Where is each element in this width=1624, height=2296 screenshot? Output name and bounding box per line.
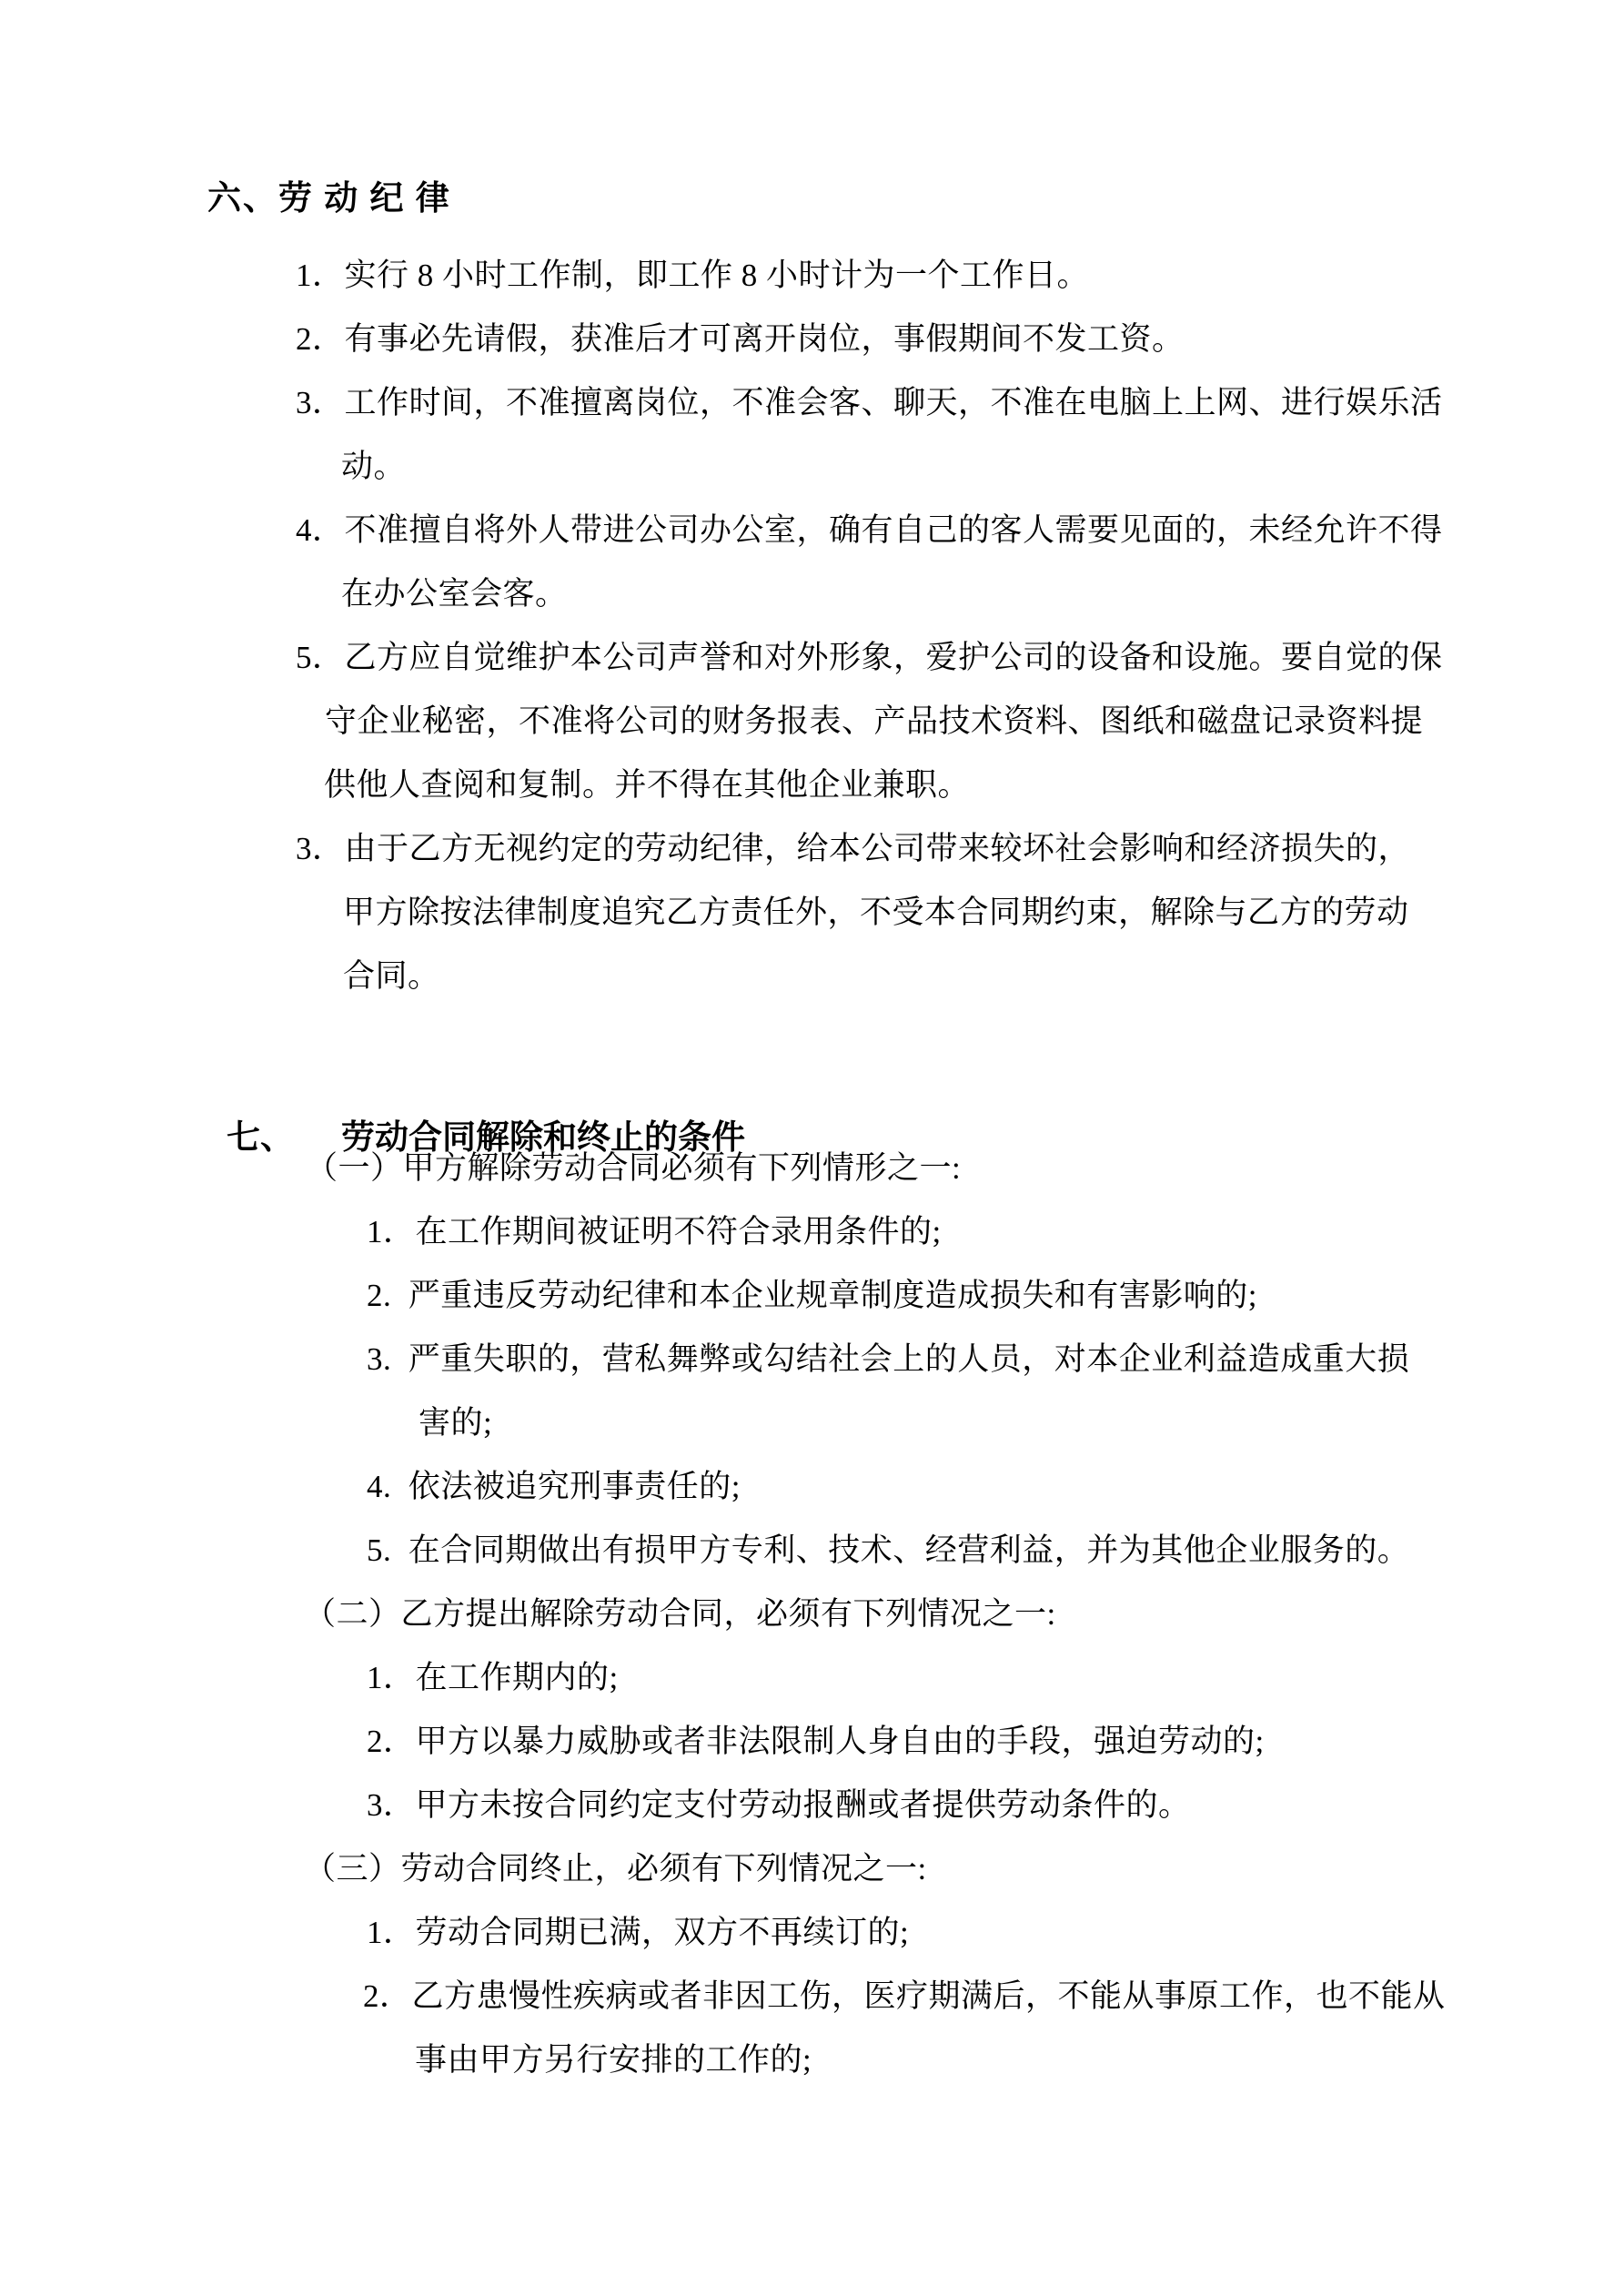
s7-sub1-item3-line2: 害的;: [419, 1405, 493, 1441]
s6-item5-line2: 守企业秘密，不准将公司的财务报表、产品技术资料、图纸和磁盘记录资料提: [325, 703, 1424, 739]
s6-item5-line3: 供他人查阅和复制。并不得在其他企业兼职。: [324, 767, 971, 803]
s7-sub3-item2-line1: 2．乙方患慢性疾病或者非因工伤，医疗期满后，不能从事原工作，也不能从: [363, 1978, 1446, 2014]
s7-sub2-item1-line1: 1．在工作期内的;: [367, 1660, 619, 1695]
s7-sub2-heading: （二）乙方提出解除劳动合同，必须有下列情况之一:: [304, 1596, 1056, 1632]
s7-sub1-item1-line1: 1．在工作期间被证明不符合录用条件的;: [367, 1214, 942, 1249]
s6-item4-line1: 4．不准擅自将外人带进公司办公室，确有自己的客人需要见面的，未经允许不得: [296, 512, 1443, 548]
section6-heading: 六、劳 动 纪 律: [207, 180, 451, 217]
s6-item3-line1: 3．工作时间，不准擅离岗位，不准会客、聊天，不准在电脑上上网、进行娱乐活: [296, 385, 1443, 420]
s6-item2-line1: 2．有事必先请假，获准后才可离开岗位，事假期间不发工资。: [296, 321, 1185, 357]
s7-sub2-item2-line1: 2．甲方以暴力威胁或者非法限制人身自由的手段，强迫劳动的;: [367, 1724, 1265, 1759]
s6-item6-line3: 合同。: [343, 958, 440, 994]
section7-title: 劳动合同解除和终止的条件: [341, 1119, 745, 1157]
s6-item1-line1: 1．实行 8 小时工作制，即工作 8 小时计为一个工作日。: [296, 258, 1090, 293]
s6-item6-line1: 3．由于乙方无视约定的劳动纪律，给本公司带来较坏社会影响和经济损失的，: [296, 831, 1411, 866]
s7-sub2-item3-line1: 3．甲方未按合同约定支付劳动报酬或者提供劳动条件的。: [367, 1787, 1191, 1823]
s7-sub1-item3-line1: 3. 严重失职的，营私舞弊或勾结社会上的人员，对本企业利益造成重大损: [367, 1341, 1410, 1377]
s7-sub1-item2-line1: 2. 严重违反劳动纪律和本企业规章制度造成损失和有害影响的;: [367, 1278, 1257, 1313]
s6-item3-line2: 动。: [341, 449, 407, 484]
s6-item5-line1: 5．乙方应自觉维护本公司声誉和对外形象，爱护公司的设备和设施。要自觉的保: [296, 640, 1443, 675]
s7-sub1-item4-line1: 4. 依法被追究刑事责任的;: [367, 1469, 741, 1504]
s7-sub3-item1-line1: 1．劳动合同期已满，双方不再续订的;: [367, 1915, 910, 1950]
s6-item4-line2: 在办公室会客。: [341, 576, 568, 612]
s7-sub3-heading: （三）劳动合同终止，必须有下列情况之一:: [304, 1851, 927, 1886]
s7-sub1-item5-line1: 5. 在合同期做出有损甲方专利、技术、经营利益，并为其他企业服务的。: [367, 1532, 1410, 1568]
s7-sub3-item2-line2: 事由甲方另行安排的工作的;: [415, 2042, 812, 2078]
s7-sub1-heading: （一）甲方解除劳动合同必须有下列情形之一:: [306, 1150, 962, 1186]
s6-item6-line2: 甲方除按法律制度追究乙方责任外，不受本合同期约束，解除与乙方的劳动: [343, 895, 1409, 930]
section7-number: 七、: [227, 1119, 294, 1157]
